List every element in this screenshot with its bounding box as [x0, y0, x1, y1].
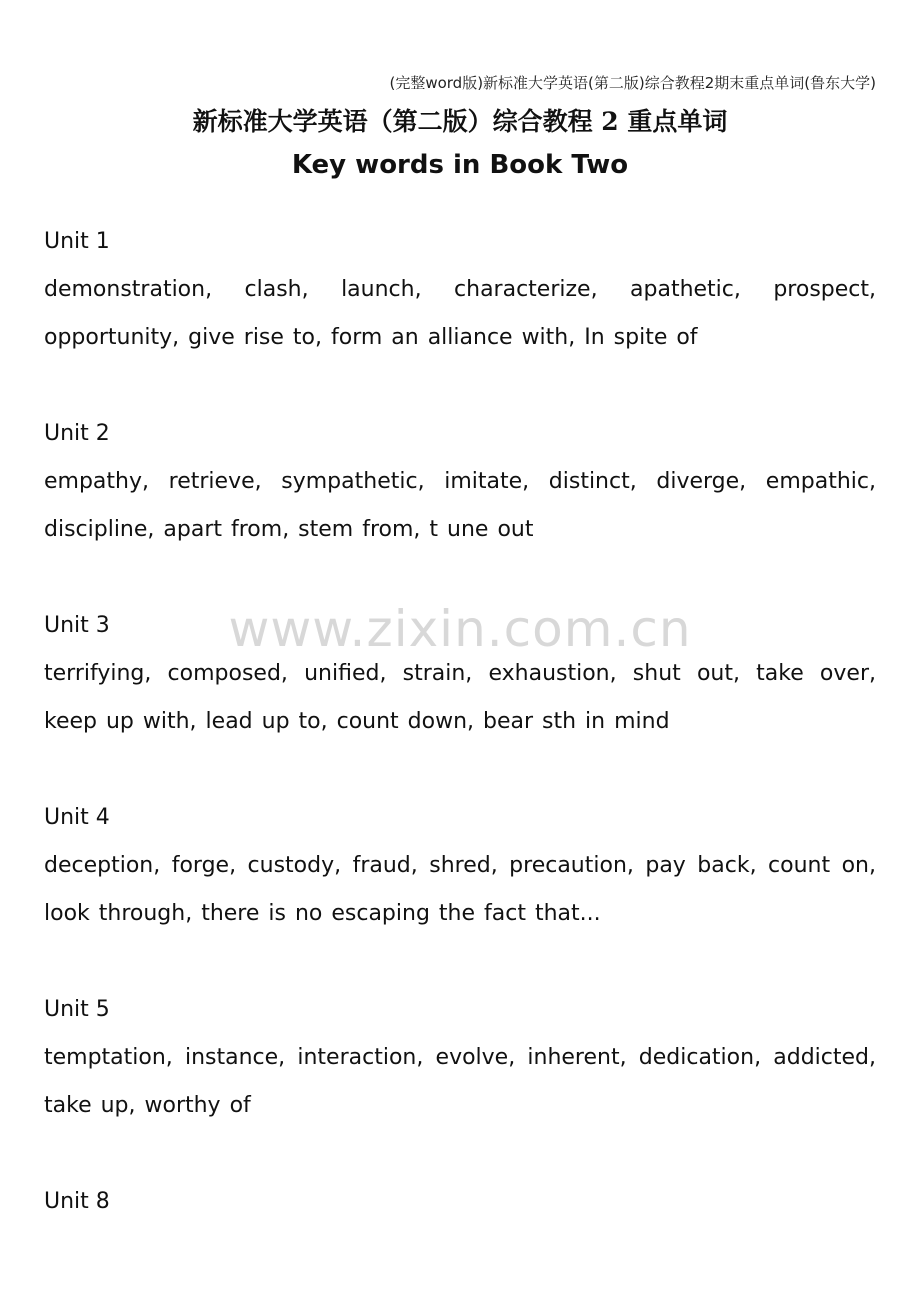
unit-word-list: terrifying, composed, unified, strain, exhaustion, shut out, take over, keep up with, lead up to, count down, bear sth in mind — [44, 661, 876, 734]
unit-heading: Unit 8 — [44, 1189, 110, 1214]
document-title-english: Key words in Book Two — [291, 150, 629, 180]
unit-section — [44, 602, 876, 746]
unit-heading: Unit 3 — [44, 613, 110, 638]
unit-heading: Unit 2 — [44, 421, 110, 446]
unit-word-list: empathy, retrieve, sympathetic, imitate, distinct, diverge, empathic, discipline, apart from, stem from, t une out — [44, 469, 876, 542]
unit-section — [44, 218, 876, 362]
document-title-chinese: 新标准大学英语（第二版）综合教程 2 重点单词 — [192, 107, 728, 136]
unit-word-list: temptation, instance, interaction, evolve, inherent, dedication, addicted, take up, worthy of — [44, 1045, 876, 1118]
unit-section — [44, 986, 876, 1130]
unit-heading: Unit 4 — [44, 805, 110, 830]
unit-heading: Unit 1 — [44, 229, 110, 254]
unit-section — [44, 410, 876, 554]
unit-word-list: deception, forge, custody, fraud, shred, precaution, pay back, count on, look through, there is no escaping the fact that... — [44, 853, 876, 926]
unit-list — [44, 218, 876, 1226]
unit-section — [44, 794, 876, 938]
running-header: (完整word版)新标准大学英语(第二版)综合教程2期末重点单词(鲁东大学) — [389, 74, 876, 92]
watermark: www.zixin.com.cn — [228, 600, 692, 658]
unit-word-list: demonstration, clash, launch, characterize, apathetic, prospect, opportunity, give rise to, form an alliance with, In spite of — [44, 277, 876, 350]
unit-section — [44, 1178, 876, 1226]
unit-heading: Unit 5 — [44, 997, 110, 1022]
